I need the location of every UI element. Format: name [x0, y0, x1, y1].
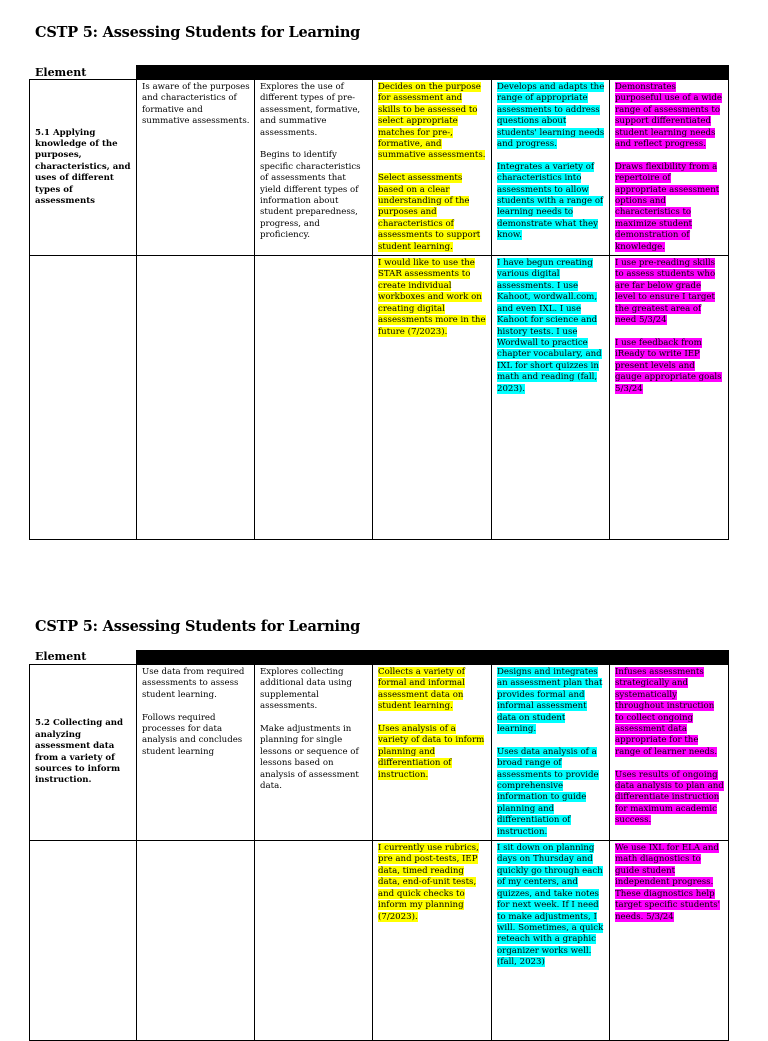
- descriptor-text: Develops and adapts the range of appropriate assessments to address questions about students' learning needs and progress.: [497, 82, 605, 150]
- descriptor-text: Uses data analysis of a broad range of assessments to provide comprehensive information to guide planning and differentiation of instruction.: [497, 746, 599, 837]
- evidence-cell-empty: [255, 841, 373, 1041]
- evidence-text: We use IXL for ELA and math diagnostics to guide student independent progress. These diagnostics help target specific students' needs. 5/3/24: [615, 843, 721, 922]
- section-2-rubric-table: [29, 664, 729, 1041]
- descriptor-text: Select assessments based on a clear understanding of the purposes and characteristics of assessments to support student learning.: [378, 173, 481, 252]
- evidence-cell-integrating: [492, 841, 610, 1041]
- descriptor-text: Is aware of the purposes and characteristics of formative and summative assessments.: [142, 82, 250, 127]
- element-name: 5.2 Collecting and analyzing assessment data from a variety of sources to inform instruction.: [35, 718, 124, 786]
- evidence-cell-empty: [137, 841, 255, 1041]
- section-1-title: CSTP 5: Assessing Students for Learning: [35, 24, 361, 41]
- evidence-text: I sit down on planning days on Thursday and quickly go through each of my centers, and quizzes, and take notes for next week. If I need to make adjustments, I will. Sometimes, a quick reteach with a graphic organizer works well. (fall, 2023): [497, 843, 604, 968]
- descriptor-cell-exploring: [255, 80, 373, 256]
- descriptor-text: Integrates a variety of characteristics into assessments to allow students with a range of learning needs to demonstrate what they know.: [497, 161, 604, 241]
- descriptor-cell-emerging: [137, 665, 255, 841]
- section-2-element-header: Element: [35, 650, 87, 663]
- descriptor-text: Explores the use of different types of pre-assessment, formative, and summative assessments.: [260, 82, 361, 138]
- descriptor-cell-integrating: [492, 80, 610, 256]
- descriptor-text: Designs and integrates an assessment plan that provides formal and informal assessment data on student learning.: [497, 667, 603, 735]
- evidence-row: [30, 256, 729, 540]
- descriptor-cell-applying: [373, 80, 492, 256]
- descriptor-cell-innovating: [610, 80, 729, 256]
- descriptor-text: Decides on the purpose for assessment and skills to be assessed to select appropriate matches for pre-, formative, and summative assessments.: [378, 82, 486, 161]
- descriptor-text: Collects a variety of formal and informal assessment data on student learning.: [378, 667, 465, 712]
- descriptor-cell-exploring: [255, 665, 373, 841]
- descriptor-row: [30, 665, 729, 841]
- descriptor-text: Infuses assessments strategically and systematically throughout instruction to collect ongoing assessment data appropriate for the range of learner needs.: [615, 667, 718, 757]
- evidence-text: I currently use rubrics, pre and post-tests, IEP data, timed reading data, end-of-unit tests, and quick checks to inform my planning (7/2023).: [378, 843, 479, 922]
- descriptor-cell-innovating: [610, 665, 729, 841]
- evidence-text: I have begun creating various digital assessments. I use Kahoot, wordwall.com, and even IXL. I use Kahoot for science and history tests. I use Wordwall to practice chapter vocabulary, and IXL for short quizzes in math and reading (fall, 2023).: [497, 258, 602, 394]
- evidence-cell-empty: [255, 256, 373, 540]
- evidence-text: I use pre-reading skills to assess students who are far below grade level to ensure I target the greatest area of need 5/3/24: [615, 258, 716, 326]
- descriptor-cell-integrating: [492, 665, 610, 841]
- evidence-cell-empty: [30, 841, 137, 1041]
- evidence-cell-applying: [373, 256, 492, 540]
- element-cell: [30, 80, 137, 256]
- descriptor-cell-applying: [373, 665, 492, 841]
- evidence-text: I use feedback from iReady to write IEP present levels and gauge appropriate goals 5/3/24: [615, 337, 722, 394]
- evidence-cell-innovating: [610, 841, 729, 1041]
- section-2-header-bar: [136, 650, 729, 665]
- element-name: 5.1 Applying knowledge of the purposes, characteristics, and uses of different types of assessments: [35, 127, 131, 207]
- evidence-cell-applying: [373, 841, 492, 1041]
- evidence-text: I would like to use the STAR assessments to create individual workboxes and work on creating digital assessments more in the future (7/2023).: [378, 258, 486, 337]
- descriptor-text: Use data from required assessments to assess student learning.: [142, 667, 245, 700]
- descriptor-text: Explores collecting additional data using supplemental assessments.: [260, 667, 353, 712]
- section-1-header-bar: [136, 65, 729, 80]
- descriptor-text: Make adjustments in planning for single lessons or sequence of lessons based on analysis of assessment data.: [260, 724, 359, 792]
- evidence-row: [30, 841, 729, 1041]
- descriptor-text: Uses analysis of a variety of data to inform planning and differentiation of instruction.: [378, 724, 485, 780]
- descriptor-text: Follows required processes for data analysis and concludes student learning: [142, 712, 243, 757]
- evidence-cell-innovating: [610, 256, 729, 540]
- descriptor-row: [30, 80, 729, 256]
- section-1-rubric-table: [29, 79, 729, 540]
- section-1-element-header: Element: [35, 66, 87, 79]
- evidence-cell-empty: [137, 256, 255, 540]
- evidence-cell-integrating: [492, 256, 610, 540]
- descriptor-text: Demonstrates purposeful use of a wide range of assessments to support differentiated student learning needs and reflect progress.: [615, 82, 722, 150]
- evidence-cell-empty: [30, 256, 137, 540]
- section-2-title: CSTP 5: Assessing Students for Learning: [35, 618, 361, 635]
- descriptor-text: Uses results of ongoing data analysis to plan and differentiate instruction for maximum academic success.: [615, 769, 724, 826]
- descriptor-text: Begins to identify specific characteristics of assessments that yield different types of information about student preparedness, progress, and proficiency.: [260, 150, 361, 241]
- descriptor-text: Draws flexibility from a repertoire of appropriate assessment options and characteristics to maximize student demonstration of knowledge.: [615, 161, 720, 252]
- element-cell: [30, 665, 137, 841]
- descriptor-cell-emerging: [137, 80, 255, 256]
